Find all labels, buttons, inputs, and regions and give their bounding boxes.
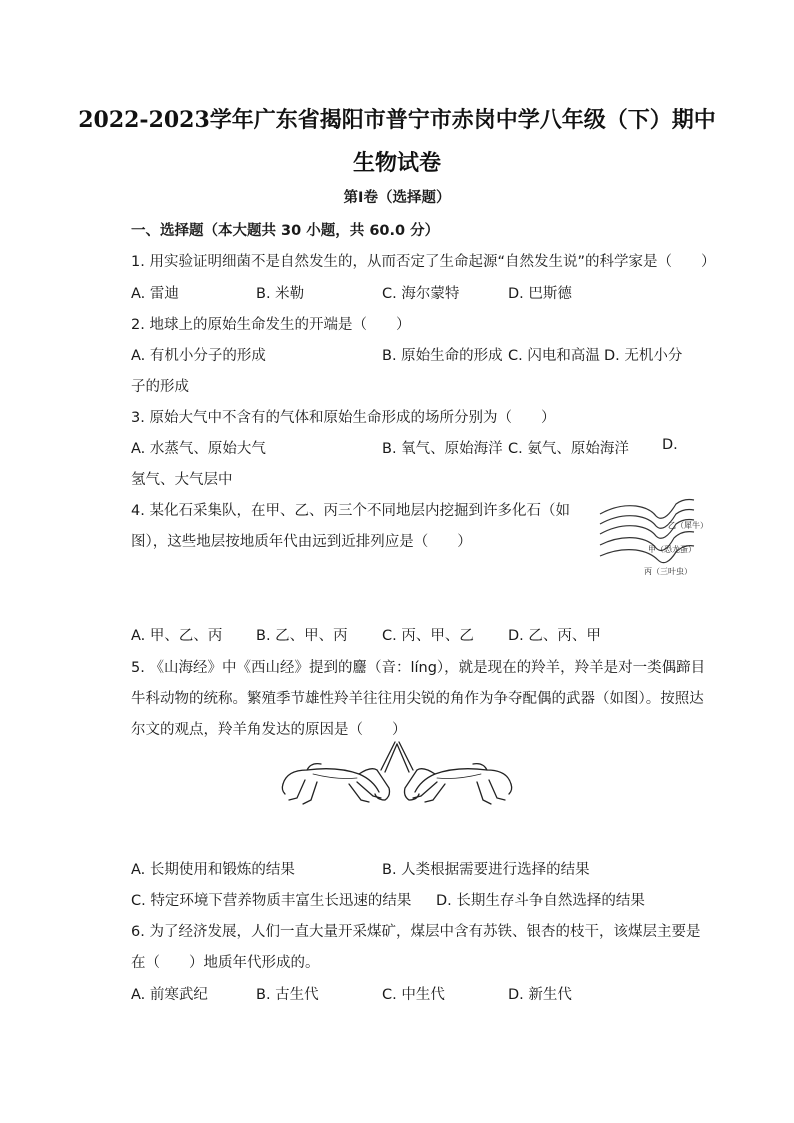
question-3-stem: 3. 原始大气中不含有的气体和原始生命形成的场所分别为（ ） (131, 410, 556, 426)
left-antelope-drawing (282, 742, 397, 804)
question-5-option-d: D. 长期生存斗争自然选择的结果 (436, 893, 645, 909)
antelope-fight-figure (277, 740, 517, 818)
question-2-option-d: D. 无机小分 (604, 348, 683, 364)
question-6-stem-line-1: 6. 为了经济发展，人们一直大量开采煤矿，煤层中含有苏铁、银杏的枝干，该煤层主要是 (131, 924, 701, 940)
question-4-option-c: C. 丙、甲、乙 (382, 628, 474, 644)
question-3-option-d-wrap: 氢气、大气层中 (131, 472, 233, 488)
question-4-option-d: D. 乙、丙、甲 (508, 628, 601, 644)
question-1-stem: 1. 用实验证明细菌不是自然发生的，从而否定了生命起源“自然发生说”的科学家是（ ） (131, 254, 716, 270)
question-3-option-c: C. 氨气、原始海洋 (508, 441, 629, 457)
question-6-option-b: B. 古生代 (256, 987, 319, 1003)
question-2-stem: 2. 地球上的原始生命发生的开端是（ ） (131, 317, 411, 333)
strata-line-1 (600, 500, 694, 519)
question-5-option-a: A. 长期使用和锻炼的结果 (131, 862, 295, 878)
question-5-stem-line-3: 尔文的观点，羚羊角发达的原因是（ ） (131, 722, 407, 738)
question-1-option-a: A. 雷迪 (131, 286, 179, 302)
question-6-option-d: D. 新生代 (508, 987, 572, 1003)
question-3-option-a: A. 水蒸气、原始大气 (131, 441, 266, 457)
strata-figure (596, 494, 708, 580)
strata-label-yi: 乙（犀牛） (668, 521, 708, 530)
question-1-option-c: C. 海尔蒙特 (382, 286, 460, 302)
question-1-option-d: D. 巴斯德 (508, 286, 572, 302)
question-5-stem-line-1: 5. 《山海经》中《西山经》提到的麢（音：líng），就是现在的羚羊，羚羊是对一类偶蹄目 (131, 660, 706, 676)
question-5-option-c: C. 特定环境下营养物质丰富生长迅速的结果 (131, 893, 412, 909)
question-4-option-b: B. 乙、甲、丙 (256, 628, 348, 644)
question-4-stem-line-2: 图），这些地层按地质年代由远到近排列应是（ ） (131, 534, 472, 550)
question-5-stem-line-2: 牛科动物的统称。繁殖季节雄性羚羊往往用尖锐的角作为争夺配偶的武器（如图）。按照达 (131, 691, 704, 707)
strata-label-jia: 甲（恐龙蛋） (648, 545, 696, 554)
exam-title-line-2: 生物试卷 (352, 150, 441, 176)
question-4-stem-line-1: 4. 某化石采集队，在甲、乙、丙三个不同地层内挖掘到许多化石（如 (131, 503, 570, 519)
exam-title-line-1: 2022-2023学年广东省揭阳市普宁市赤岗中学八年级（下）期中 (78, 107, 716, 133)
question-1-option-b: B. 米勒 (256, 286, 305, 302)
right-antelope-drawing (397, 742, 512, 804)
strata-label-bing: 丙（三叶虫） (644, 567, 692, 576)
question-2-option-a: A. 有机小分子的形成 (131, 348, 266, 364)
question-6-option-c: C. 中生代 (382, 987, 445, 1003)
question-2-option-d-wrap: 子的形成 (131, 379, 189, 395)
question-2-option-c: C. 闪电和高温 (508, 348, 600, 364)
question-5-option-b: B. 人类根据需要进行选择的结果 (382, 862, 590, 878)
question-2-option-b: B. 原始生命的形成 (382, 348, 503, 364)
part-heading: 一、选择题（本大题共 30 小题，共 60.0 分） (131, 223, 440, 239)
section-heading: 第Ⅰ卷（选择题） (343, 190, 451, 206)
question-4-option-a: A. 甲、乙、丙 (131, 628, 223, 644)
question-6-option-a: A. 前寒武纪 (131, 987, 208, 1003)
question-6-stem-line-2: 在（ ）地质年代形成的。 (131, 955, 320, 971)
question-3-option-d: D. (662, 437, 678, 453)
question-3-option-b: B. 氧气、原始海洋 (382, 441, 503, 457)
